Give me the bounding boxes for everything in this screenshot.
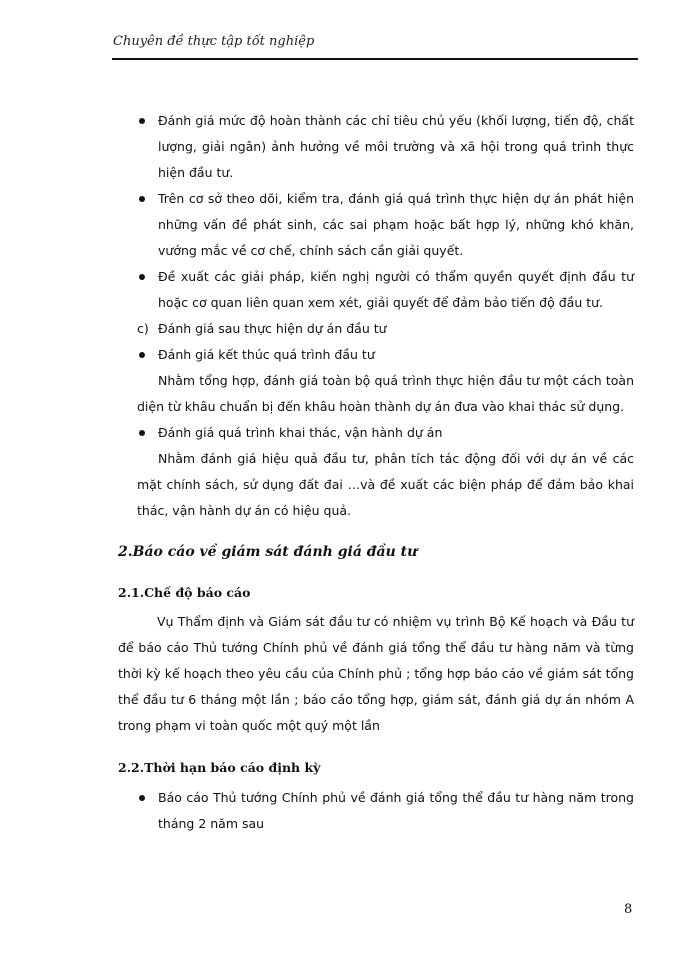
bullet-dot-icon bbox=[139, 352, 145, 358]
list-item-text: Đánh giá sau thực hiện dự án đầu tư bbox=[158, 321, 387, 336]
body-paragraph: Nhằm đánh giá hiệu quả đầu tư, phân tích tác động đối với dự án về các mặt chính sách, sử dụng đất đai …và đề xuất các biện pháp để đảm bảo khai thác, vận hành dự án có hiệu quả. bbox=[137, 451, 634, 518]
bullet-text: Báo cáo Thủ tướng Chính phủ về đánh giá tổng thể đầu tư hàng năm trong tháng 2 năm sau bbox=[158, 790, 634, 831]
bullet-text: Đánh giá quá trình khai thác, vận hành dự án bbox=[158, 425, 443, 440]
body-paragraph: Vụ Thẩm định và Giám sát đầu tư có nhiệm vụ trình Bộ Kế hoạch và Đầu tư để báo cáo Thủ tướng Chính phủ về đánh giá tổng thể đầu tư hàng năm và từng thời kỳ kế hoạch theo yêu cầu của Chính phủ ; tổng hợp báo cáo về giám sát tổng thể đầu tư 6 tháng một lần ; báo cáo tổng hợp, giám sát, đánh giá dự án nhóm A trong phạm vi toàn quốc một quý một lần bbox=[118, 614, 634, 733]
header-divider bbox=[112, 58, 638, 60]
bullet-text: Đề xuất các giải pháp, kiến nghị người có thẩm quyền quyết định đầu tư hoặc cơ quan liên quan xem xét, giải quyết để đảm bảo tiến độ đầu tư. bbox=[158, 269, 634, 310]
bullet-dot-icon bbox=[139, 118, 145, 124]
subsection-heading: 2.1.Chế độ báo cáo bbox=[118, 585, 251, 600]
page-number: 8 bbox=[624, 902, 633, 917]
bullet-text: Trên cơ sở theo dõi, kiểm tra, đánh giá quá trình thực hiện dự án phát hiện những vấn đề phát sinh, các sai phạm hoặc bất hợp lý, những khó khăn, vướng mắc về cơ chế, chính sách cần giải quyết. bbox=[158, 191, 634, 258]
bullet-text: Đánh giá mức độ hoàn thành các chỉ tiêu chủ yếu (khối lượng, tiến độ, chất lượng, giải ngân) ảnh hưởng về môi trường và xã hội trong quá trình thực hiện đầu tư. bbox=[158, 113, 634, 180]
bullet-dot-icon bbox=[139, 196, 145, 202]
bullet-dot-icon bbox=[139, 274, 145, 280]
bullet-text: Đánh giá kết thúc quá trình đầu tư bbox=[158, 347, 375, 362]
bullet-dot-icon bbox=[139, 430, 145, 436]
page-header-title: Chuyên đề thực tập tốt nghiệp bbox=[113, 34, 315, 49]
bullet-dot-icon bbox=[139, 795, 145, 801]
body-paragraph: Nhằm tổng hợp, đánh giá toàn bộ quá trình thực hiện đầu tư một cách toàn diện từ khâu chuẩn bị đến khâu hoàn thành dự án đưa vào khai thác sử dụng. bbox=[137, 373, 634, 414]
list-item-label: c) bbox=[137, 321, 149, 336]
section-heading: 2.Báo cáo về giám sát đánh giá đầu tư bbox=[118, 544, 418, 560]
subsection-heading: 2.2.Thời hạn báo cáo định kỳ bbox=[118, 760, 321, 775]
